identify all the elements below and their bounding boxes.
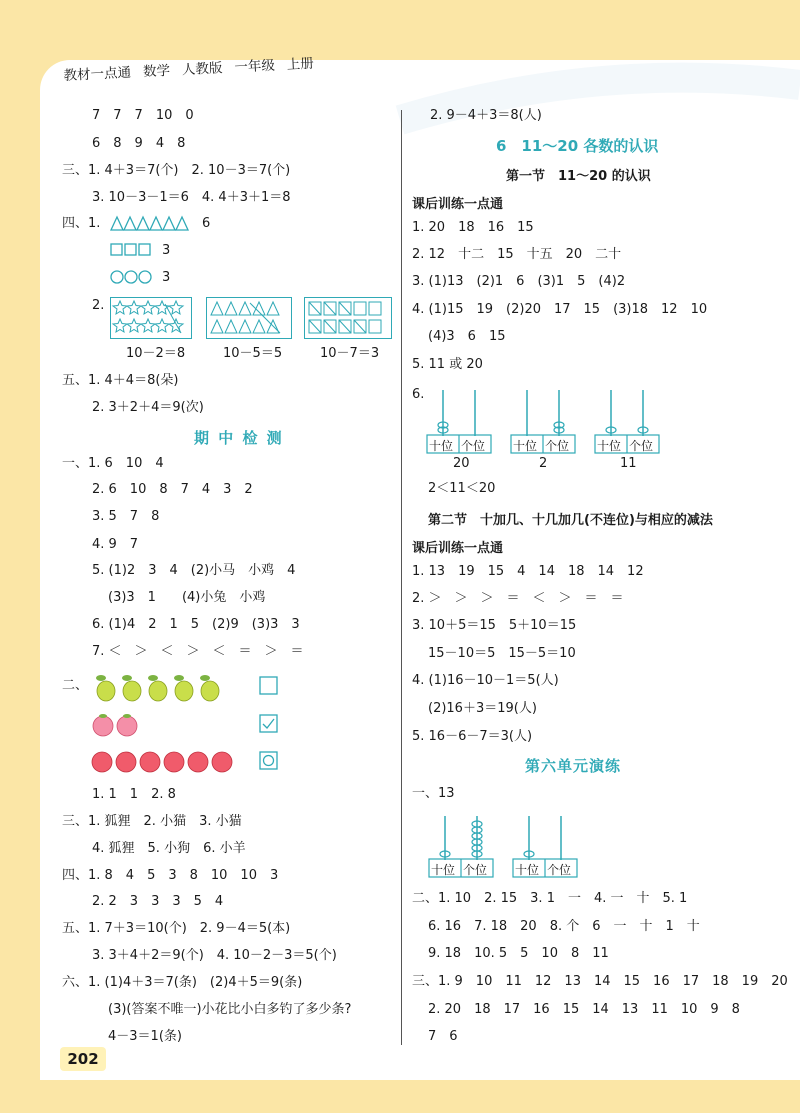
answer-line: 二、 bbox=[62, 678, 89, 693]
answer-line: 6. bbox=[412, 387, 425, 402]
answer-line: 4. 9 7 bbox=[92, 537, 139, 552]
abacus-value: 20 bbox=[453, 456, 470, 471]
ones-label: 个位 bbox=[463, 863, 488, 877]
answer-line: 四、1. bbox=[62, 216, 101, 231]
unit-title: 6 11～20 各数的认识 bbox=[496, 137, 659, 155]
answer-line: 3. 10＋5＝15 5＋10＝15 bbox=[412, 618, 577, 633]
page-number: 202 bbox=[60, 1047, 106, 1071]
equation: 10－2＝8 bbox=[126, 346, 186, 361]
answer-line: 7 6 bbox=[428, 1029, 458, 1044]
answer-line: 15－10＝5 15－5＝10 bbox=[428, 646, 576, 661]
equation: 10－5＝5 bbox=[223, 346, 283, 361]
tens-label: 十位 bbox=[429, 439, 454, 453]
answer-line: (2)16＋3＝19(人) bbox=[428, 701, 537, 716]
answer-line: 五、1. 4＋4＝8(朵) bbox=[62, 373, 179, 388]
answer-line: 2. 6 10 8 7 4 3 2 bbox=[92, 482, 253, 497]
answer-line: 4－3＝1(条) bbox=[108, 1029, 182, 1044]
tens-label: 十位 bbox=[513, 439, 538, 453]
answer-line: 3. (1)13 (2)1 6 (3)1 5 (4)2 bbox=[412, 274, 626, 289]
header-subject: 数学 bbox=[142, 62, 171, 81]
answer-line: 5. 11 或 20 bbox=[412, 357, 483, 372]
triangles-icon bbox=[110, 214, 190, 232]
answer-line: 2＜11＜20 bbox=[428, 481, 496, 496]
answer-line: 3. 3＋4＋2＝9(个) 4. 10－2－3＝5(个) bbox=[92, 948, 337, 963]
stars-icon bbox=[113, 300, 189, 336]
answer-line: 1. 13 19 15 4 14 18 14 12 bbox=[412, 564, 644, 579]
answer-line: 2. bbox=[92, 298, 105, 313]
answer-line: (4)3 6 15 bbox=[428, 329, 506, 344]
abacus-value: 2 bbox=[539, 456, 548, 471]
ones-label: 个位 bbox=[547, 863, 572, 877]
answer-line: 6 8 9 4 8 bbox=[92, 136, 186, 151]
column-divider bbox=[401, 110, 402, 1045]
header-grade: 一年级 bbox=[234, 57, 276, 76]
ones-label: 个位 bbox=[629, 439, 654, 453]
rectangles-group-icon bbox=[308, 300, 388, 336]
answer-line: 三、1. 9 10 11 12 13 14 15 16 17 18 19 20 bbox=[412, 974, 788, 989]
square-count: 3 bbox=[162, 243, 171, 258]
header-volume: 上册 bbox=[286, 55, 315, 74]
answer-line: 4. (1)15 19 (2)20 17 15 (3)18 12 10 bbox=[412, 302, 708, 317]
answer-line: 三、1. 4＋3＝7(个) 2. 10－3＝7(个) bbox=[62, 163, 291, 178]
answer-line: 四、1. 8 4 5 3 8 10 10 3 bbox=[62, 868, 279, 883]
answer-line: 2. 20 18 17 16 15 14 13 11 10 9 8 bbox=[428, 1002, 740, 1017]
answer-line: 1. 20 18 16 15 bbox=[412, 220, 534, 235]
equation: 10－7＝3 bbox=[320, 346, 380, 361]
checked-checkbox-icon bbox=[259, 714, 279, 734]
ones-label: 个位 bbox=[545, 439, 570, 453]
pears-icon bbox=[92, 670, 222, 704]
answer-line: 2. 3＋2＋4＝9(次) bbox=[92, 400, 204, 415]
circles-icon bbox=[110, 270, 154, 284]
triangles-group-icon bbox=[210, 300, 290, 336]
answer-line: 1. 1 1 2. 8 bbox=[92, 787, 176, 802]
triangle-count: 6 bbox=[202, 216, 211, 231]
squares-icon bbox=[110, 243, 152, 257]
circle-checkbox-icon bbox=[259, 751, 279, 771]
answer-line: 4. 狐狸 5. 小狗 6. 小羊 bbox=[92, 841, 246, 856]
answer-line: 二、1. 10 2. 15 3. 1 一 4. 一 十 5. 1 bbox=[412, 891, 688, 906]
answer-line: 五、1. 7＋3＝10(个) 2. 9－4＝5(本) bbox=[62, 921, 291, 936]
answer-line: 6. (1)4 2 1 5 (2)9 (3)3 3 bbox=[92, 617, 300, 632]
section-subtitle: 第二节 十加几、十几加几(不连位)与相应的减法 bbox=[428, 513, 713, 528]
header-edition: 人教版 bbox=[181, 60, 223, 79]
answer-line: 一、13 bbox=[412, 786, 455, 801]
answer-line: 六、1. (1)4＋3＝7(条) (2)4＋5＝9(条) bbox=[62, 975, 303, 990]
answer-line: 7 7 7 10 0 bbox=[92, 108, 194, 123]
abacus-value: 11 bbox=[620, 456, 637, 471]
answer-line: 7. ＜ ＞ ＜ ＞ ＜ ＝ ＞ ＝ bbox=[92, 644, 304, 659]
answer-line: (3)(答案不唯一)小花比小白多钓了多少条? bbox=[108, 1002, 352, 1017]
training-heading: 课后训练一点通 bbox=[412, 541, 504, 556]
answer-line: (3)3 1 (4)小兔 小鸡 bbox=[108, 590, 266, 605]
apples-icon bbox=[90, 748, 236, 774]
tens-label: 十位 bbox=[515, 863, 540, 877]
answer-line: 6. 16 7. 18 20 8. 个 6 一 十 1 十 bbox=[428, 919, 700, 934]
empty-checkbox-icon bbox=[259, 676, 279, 696]
answer-line: 5. (1)2 3 4 (2)小马 小鸡 4 bbox=[92, 563, 296, 578]
answer-line: 3. 5 7 8 bbox=[92, 509, 160, 524]
answer-line: 9. 18 10. 5 5 10 8 11 bbox=[428, 946, 609, 961]
answer-line: 2. 12 十二 15 十五 20 二十 bbox=[412, 247, 622, 262]
answer-line: 5. 16－6－7＝3(人) bbox=[412, 729, 533, 744]
section-subtitle: 第一节 11～20 的认识 bbox=[506, 169, 651, 184]
header-book: 教材一点通 bbox=[63, 64, 132, 84]
answer-line: 2. 2 3 3 3 5 4 bbox=[92, 894, 224, 909]
answer-line: 2. ＞ ＞ ＞ ＝ ＜ ＞ ＝ ＝ bbox=[412, 591, 624, 606]
circle-count: 3 bbox=[162, 270, 171, 285]
training-heading: 课后训练一点通 bbox=[412, 197, 504, 212]
answer-line: 4. (1)16－10－1＝5(人) bbox=[412, 673, 559, 688]
tens-label: 十位 bbox=[597, 439, 622, 453]
answer-line: 三、1. 狐狸 2. 小猫 3. 小猫 bbox=[62, 814, 242, 829]
ones-label: 个位 bbox=[461, 439, 486, 453]
answer-line: 一、1. 6 10 4 bbox=[62, 456, 164, 471]
answer-line: 2. 9－4＋3＝8(人) bbox=[430, 108, 542, 123]
answer-line: 3. 10－3－1＝6 4. 4＋3＋1＝8 bbox=[92, 190, 291, 205]
unit-review-title: 第六单元演练 bbox=[525, 757, 622, 775]
section-title: 期 中 检 测 bbox=[194, 429, 284, 447]
peaches-icon bbox=[92, 712, 142, 738]
tens-label: 十位 bbox=[431, 863, 456, 877]
